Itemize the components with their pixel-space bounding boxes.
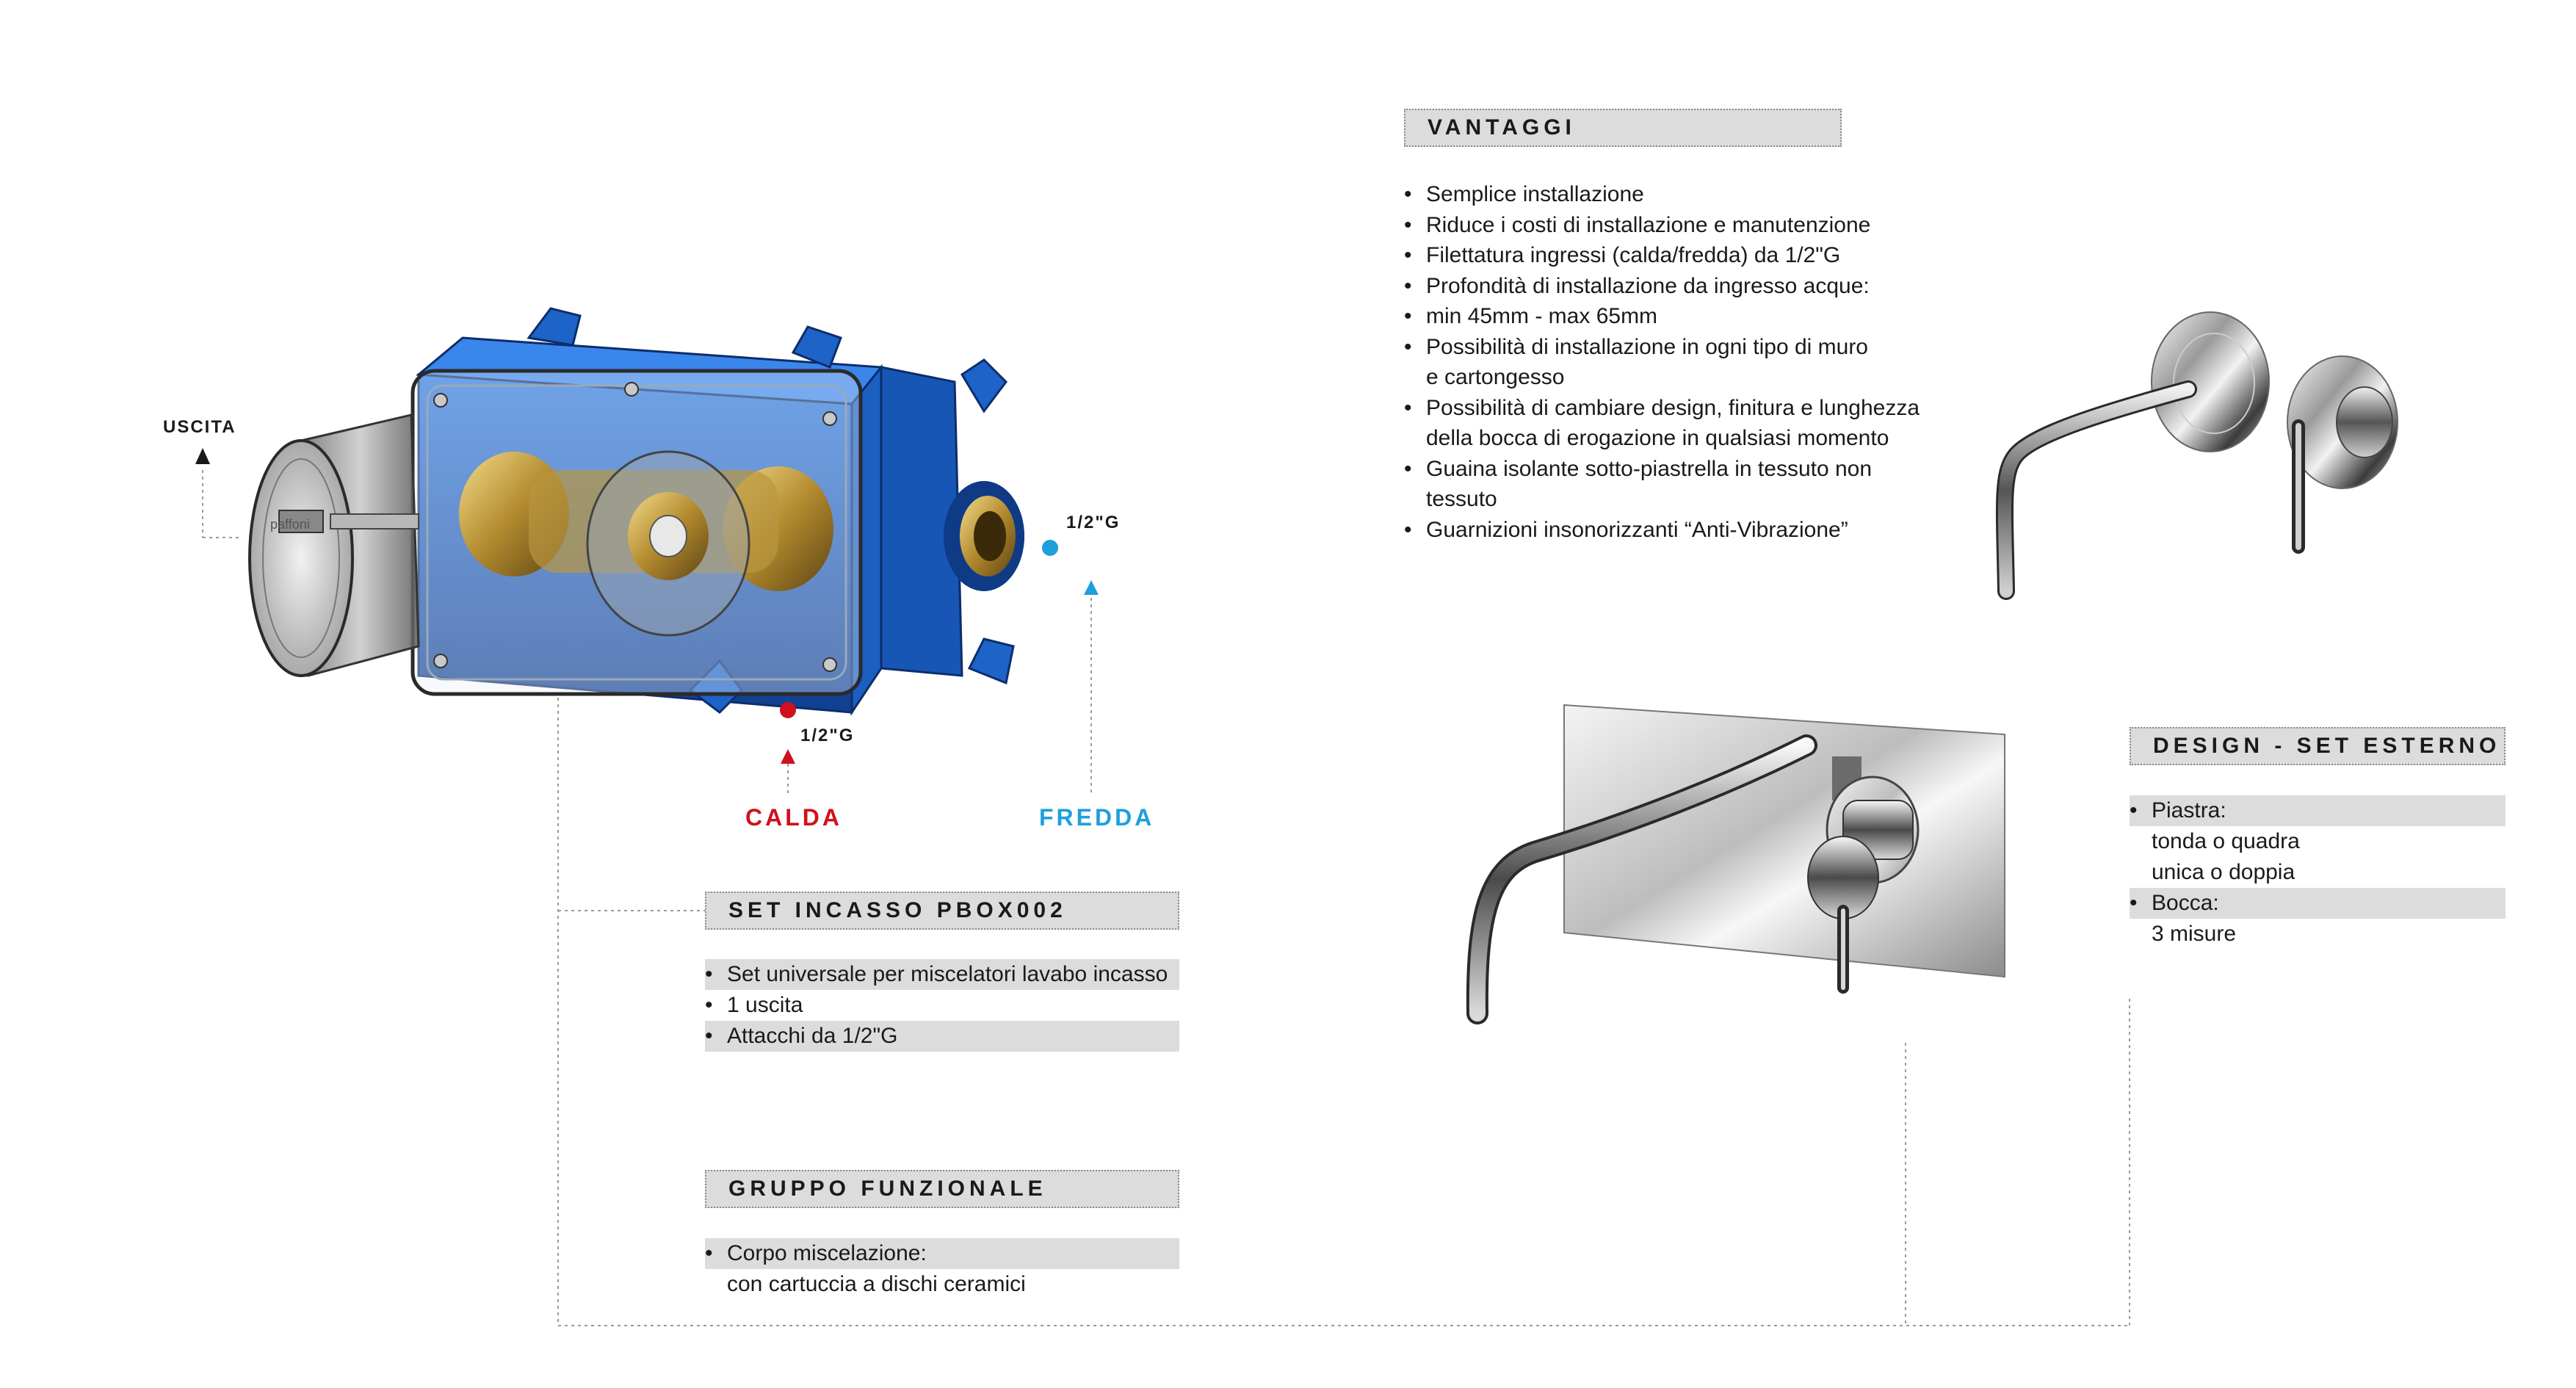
gruppo-title: GRUPPO FUNZIONALE — [705, 1170, 1179, 1208]
list-item: • 1 uscita — [705, 990, 1179, 1021]
list-item: unica o doppia — [2152, 860, 2295, 884]
list-item: • Guarnizioni insonorizzanti “Anti-Vibrazione” — [1404, 515, 1920, 546]
hot-arrow — [779, 749, 797, 771]
list-item: • Attacchi da 1/2"G — [705, 1021, 1179, 1052]
square-plate-faucet-image — [1432, 690, 2034, 1058]
cold-label: FREDDA — [1039, 804, 1155, 831]
list-item: • Piastra: — [2130, 795, 2506, 826]
list-item: • Corpo miscelazione: — [705, 1238, 1179, 1269]
cold-port-thread-label: 1/2"G — [1066, 513, 1121, 532]
list-item: • Profondità di installazione da ingresso acque: — [1404, 271, 1920, 302]
list-item: • Bocca: — [2130, 888, 2506, 919]
list-item: • Riduce i costi di installazione e manutenzione — [1404, 210, 1920, 241]
round-plate-faucet-image — [1924, 294, 2453, 602]
design-title: DESIGN - SET ESTERNO — [2130, 727, 2506, 765]
uscita-arrow — [195, 448, 210, 477]
list-item: 3 misure — [2152, 922, 2237, 946]
list-item: della bocca di erogazione in qualsiasi momento — [1426, 426, 1889, 450]
hot-label: CALDA — [745, 804, 842, 831]
vantaggi-list — [1404, 179, 1920, 545]
list-item: • Possibilità di cambiare design, finitura e lunghezza — [1404, 393, 1920, 424]
list-item: • Guaina isolante sotto-piastrella in tessuto non — [1404, 454, 1920, 485]
list-item: • Semplice installazione — [1404, 179, 1920, 210]
list-item: • Set universale per miscelatori lavabo incasso — [705, 959, 1179, 990]
uscita-label: USCITA — [163, 417, 236, 437]
gruppo-list — [705, 1238, 1179, 1300]
list-item: • Possibilità di installazione in ogni tipo di muro — [1404, 332, 1920, 363]
list-item: • min 45mm - max 65mm — [1404, 301, 1920, 332]
set-incasso-list — [705, 959, 1179, 1052]
list-item: e cartongesso — [1426, 365, 1565, 389]
cold-arrow — [1082, 580, 1100, 602]
list-item: con cartuccia a dischi ceramici — [727, 1272, 1026, 1296]
hot-thread-label: 1/2"G — [800, 726, 855, 745]
hot-dot-icon — [779, 701, 797, 719]
vantaggi-title: VANTAGGI — [1404, 109, 1842, 147]
cold-dot-icon — [1041, 539, 1059, 557]
list-item: tonda o quadra — [2152, 829, 2300, 853]
brand-mark: paffoni — [270, 517, 310, 532]
design-list — [2130, 795, 2506, 950]
list-item: tessuto — [1426, 487, 1497, 511]
set-incasso-title: SET INCASSO PBOX002 — [705, 892, 1179, 930]
concealed-box-illustration — [220, 294, 1101, 749]
list-item: • Filettatura ingressi (calda/fredda) da 1/2"G — [1404, 240, 1920, 271]
